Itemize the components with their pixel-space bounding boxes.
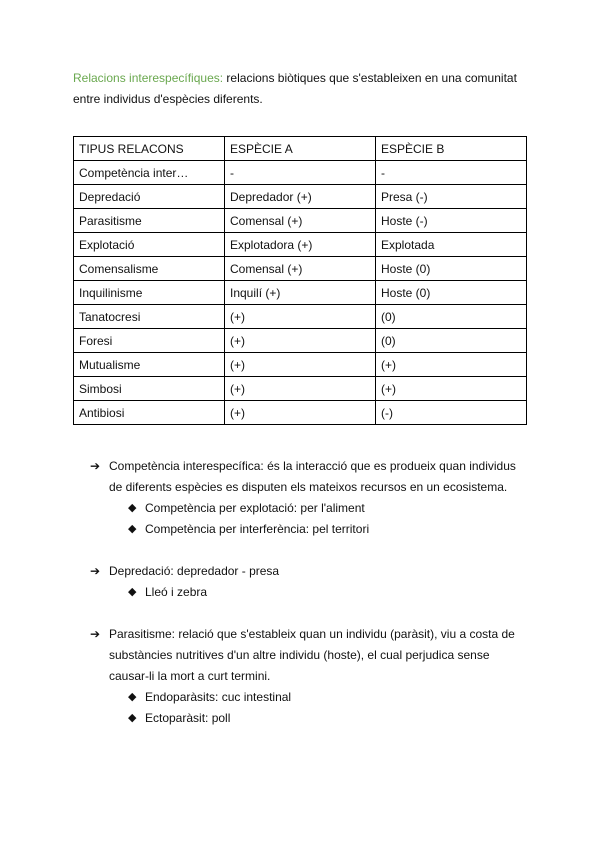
note-text: Depredació: depredador - presa [109,564,280,578]
arrow-bullet-icon: ➔ [90,564,101,578]
table-cell: Hoste (0) [376,257,527,281]
intro-text: relacions biòtiques que s'estableixen en una comunitat entre individus d'espècies diferents. [73,71,517,106]
sub-item [90,582,530,603]
sub-item-text: Endoparàsits: cuc intestinal [145,690,292,704]
table-cell: Presa (-) [376,185,527,209]
table-cell: Hoste (0) [376,281,527,305]
table-cell: ESPÈCIE B [376,137,527,161]
table-row [74,281,527,305]
table-row [74,161,527,185]
table-cell: TIPUS RELACONS [74,137,225,161]
table-cell: Parasitisme [74,209,225,233]
table-cell: - [225,161,376,185]
sub-item-text: Competència per interferència: pel territori [145,522,370,536]
table-row [74,329,527,353]
intro-term: Relacions interespecífiques: [73,71,224,85]
table-cell: (+) [225,401,376,425]
table-cell: Inquilinisme [74,281,225,305]
table-cell: Explotació [74,233,225,257]
table-cell: (+) [376,353,527,377]
sub-item-text: Competència per explotació: per l'aliment [145,501,365,515]
sub-item-text: Ectoparàsit: poll [145,711,231,725]
table-cell: Inquilí (+) [225,281,376,305]
table-cell: (+) [225,329,376,353]
note-item-parasitisme [90,624,530,729]
table-cell: Comensalisme [74,257,225,281]
table-cell: (+) [225,377,376,401]
relations-table [73,136,527,425]
table-row [74,377,527,401]
table-cell: (+) [225,353,376,377]
note-item-competencia [90,456,530,540]
table-cell: ESPÈCIE A [225,137,376,161]
table-row [74,209,527,233]
table-cell: (0) [376,329,527,353]
table-cell: Comensal (+) [225,257,376,281]
diamond-bullet-icon: ◆ [128,523,137,535]
note-item-depredacio [90,561,530,603]
table-row [74,305,527,329]
diamond-bullet-icon: ◆ [128,502,137,514]
sub-item [90,498,530,519]
table-cell: - [376,161,527,185]
table-row [74,257,527,281]
table-cell: Depredació [74,185,225,209]
table-row [74,353,527,377]
table-row [74,401,527,425]
table-cell: (+) [225,305,376,329]
arrow-bullet-icon: ➔ [90,459,101,473]
notes-list [90,456,530,729]
table-row [74,185,527,209]
table-cell: (0) [376,305,527,329]
table-cell: Comensal (+) [225,209,376,233]
table-row [74,233,527,257]
intro-paragraph [73,68,533,110]
diamond-bullet-icon: ◆ [128,712,137,724]
sub-item [90,519,530,540]
table-cell: Explotadora (+) [225,233,376,257]
table-cell: Tanatocresi [74,305,225,329]
note-text: Competència interespecífica: és la interacció que es produeix quan individus de diferents espècies es disputen els mateixos recursos en un ecosistema. [109,459,516,494]
note-text: Parasitisme: relació que s'estableix quan un individu (paràsit), viu a costa de substàncies nutritives d'un altre individu (hoste), el cual perjudica sense causar-li la mort a curt termini. [109,627,515,683]
table-cell: (-) [376,401,527,425]
table-cell: Simbosi [74,377,225,401]
table-cell: Mutualisme [74,353,225,377]
table-cell: Antibiosi [74,401,225,425]
arrow-bullet-icon: ➔ [90,627,101,641]
sub-item [90,708,530,729]
sub-item-text: Lleó i zebra [145,585,208,599]
table-cell: Explotada [376,233,527,257]
table-cell: (+) [376,377,527,401]
table-header-row [74,137,527,161]
diamond-bullet-icon: ◆ [128,586,137,598]
diamond-bullet-icon: ◆ [128,691,137,703]
sub-item [90,687,530,708]
table-cell: Competència inter… [74,161,225,185]
table-cell: Depredador (+) [225,185,376,209]
table-cell: Hoste (-) [376,209,527,233]
table-cell: Foresi [74,329,225,353]
